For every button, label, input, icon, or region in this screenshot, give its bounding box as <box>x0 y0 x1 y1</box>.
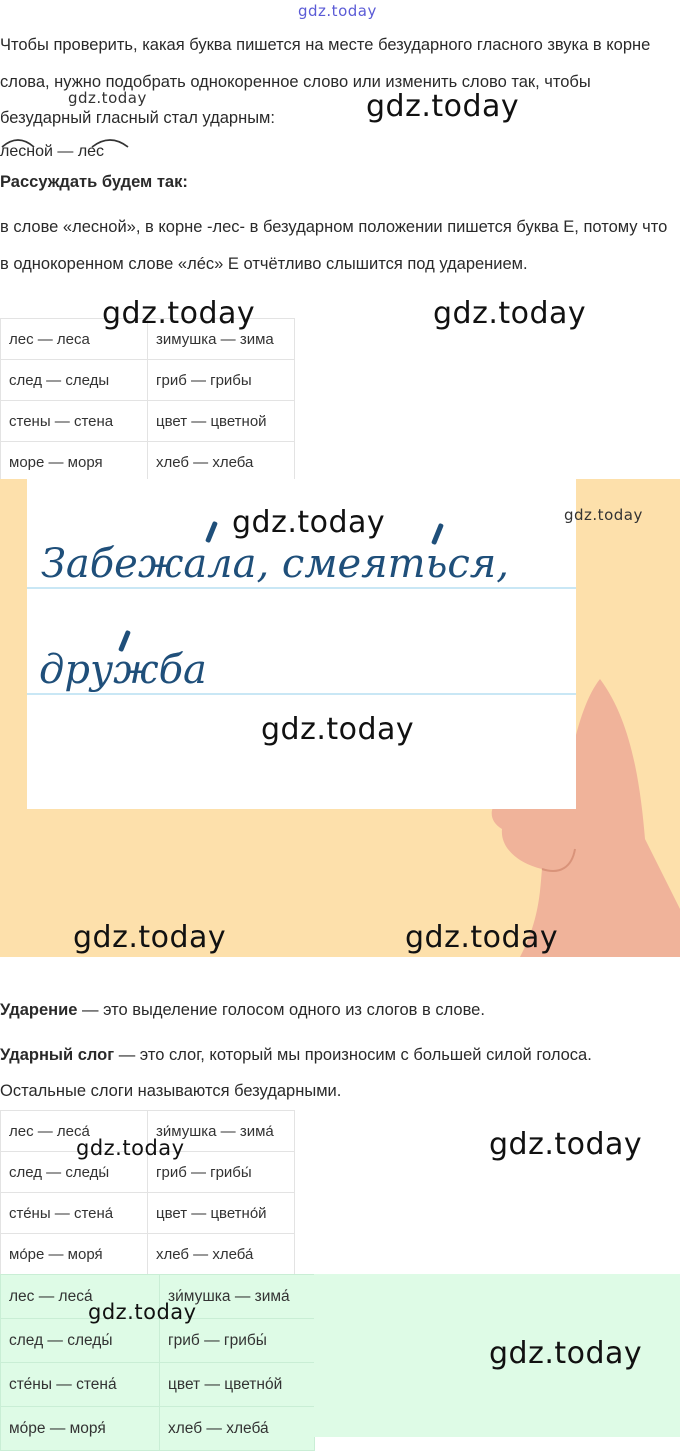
watermark: gdz.today <box>489 1127 643 1162</box>
watermark: gdz.today <box>405 920 559 955</box>
table-cell: след — следы <box>1 360 148 401</box>
watermark: gdz.today <box>433 296 587 331</box>
table-cell: зи́мушка — зима́ <box>148 1111 295 1152</box>
watermark: gdz.today <box>232 505 386 540</box>
table-cell: мо́ре — моря́ <box>1 1234 148 1275</box>
table-row <box>1 360 295 401</box>
table-cell: мо́ре — моря́ <box>1 1407 160 1451</box>
table-row <box>1 1407 315 1451</box>
table-cell: лес — леса́ <box>1 1111 148 1152</box>
table-row <box>1 1363 315 1407</box>
unstressed-text: Остальные слоги называются безударными. <box>0 1082 342 1100</box>
table-row <box>1 442 295 483</box>
watermark: gdz.today <box>73 920 227 955</box>
table-cell: хлеб — хлеба́ <box>160 1407 315 1451</box>
table-cell: гриб — грибы́ <box>148 1152 295 1193</box>
card-line-1: Забежала, смеяться, <box>41 541 509 587</box>
watermark: gdz.today <box>68 89 147 107</box>
table-cell: лес — леса <box>1 319 148 360</box>
intro-paragraph: Чтобы проверить, какая буква пишется на месте безударного гласного звука в корне слова, нужно подобрать однокоренное слово или изменить слово так, чтобы безударный гласный стал ударным: <box>0 36 651 127</box>
table-cell: цвет — цветно́й <box>148 1193 295 1234</box>
morph-dash: — <box>57 143 74 160</box>
table-cell: зи́мушка — зима́ <box>160 1275 315 1319</box>
card-line-2: дружба <box>39 647 207 693</box>
table-cell: зимушка — зима <box>148 319 295 360</box>
table-cell: сте́ны — стена́ <box>1 1363 160 1407</box>
word-table-2 <box>0 1110 295 1275</box>
card-rule <box>27 693 576 695</box>
watermark: gdz.today <box>261 712 415 747</box>
watermark: gdz.today <box>76 1136 185 1160</box>
table-cell: море — моря <box>1 442 148 483</box>
table-cell: стены — стена <box>1 401 148 442</box>
table-cell: след — следы́ <box>1 1319 160 1363</box>
table-cell: хлеб — хлеба́ <box>148 1234 295 1275</box>
watermark: gdz.today <box>489 1336 643 1371</box>
table-cell: хлеб — хлеба <box>148 442 295 483</box>
watermark-top: gdz.today <box>298 2 377 20</box>
table-cell: гриб — грибы <box>148 360 295 401</box>
word-table-1 <box>0 318 295 483</box>
morph-word-1: лесной <box>0 143 53 160</box>
stress-mark <box>205 521 218 543</box>
table-row <box>1 1319 315 1363</box>
watermark: gdz.today <box>564 506 643 524</box>
watermark: gdz.today <box>102 296 256 331</box>
reasoning-heading: Рассуждать будем так: <box>0 173 188 191</box>
table-cell: цвет — цветно́й <box>160 1363 315 1407</box>
table-cell: гриб — грибы́ <box>160 1319 315 1363</box>
watermark: gdz.today <box>366 89 520 124</box>
stress-definition: Ударение — это выделение голосом одного из слогов в слове. <box>0 1001 485 1019</box>
table-row <box>1 401 295 442</box>
table-cell: сте́ны — стена́ <box>1 1193 148 1234</box>
table-cell: лес — леса́ <box>1 1275 160 1319</box>
reasoning-paragraph: в слове «лесной», в корне -лес- в безударном положении пишется буква Е, потому что в однокоренном слове «лéс» Е отчётливо слышится под ударением. <box>0 218 668 273</box>
stressed-syllable-definition: Ударный слог — это слог, который мы произносим с большей силой голоса. <box>0 1046 592 1064</box>
table-cell: след — следы́ <box>1 1152 148 1193</box>
watermark: gdz.today <box>88 1300 197 1324</box>
morph-example <box>0 143 104 161</box>
table-row <box>1 1234 295 1275</box>
morph-word-2: лес <box>77 143 105 160</box>
root-arc-icon <box>0 135 140 149</box>
table-row <box>1 1193 295 1234</box>
table-cell: цвет — цветной <box>148 401 295 442</box>
card-rule <box>27 587 576 589</box>
